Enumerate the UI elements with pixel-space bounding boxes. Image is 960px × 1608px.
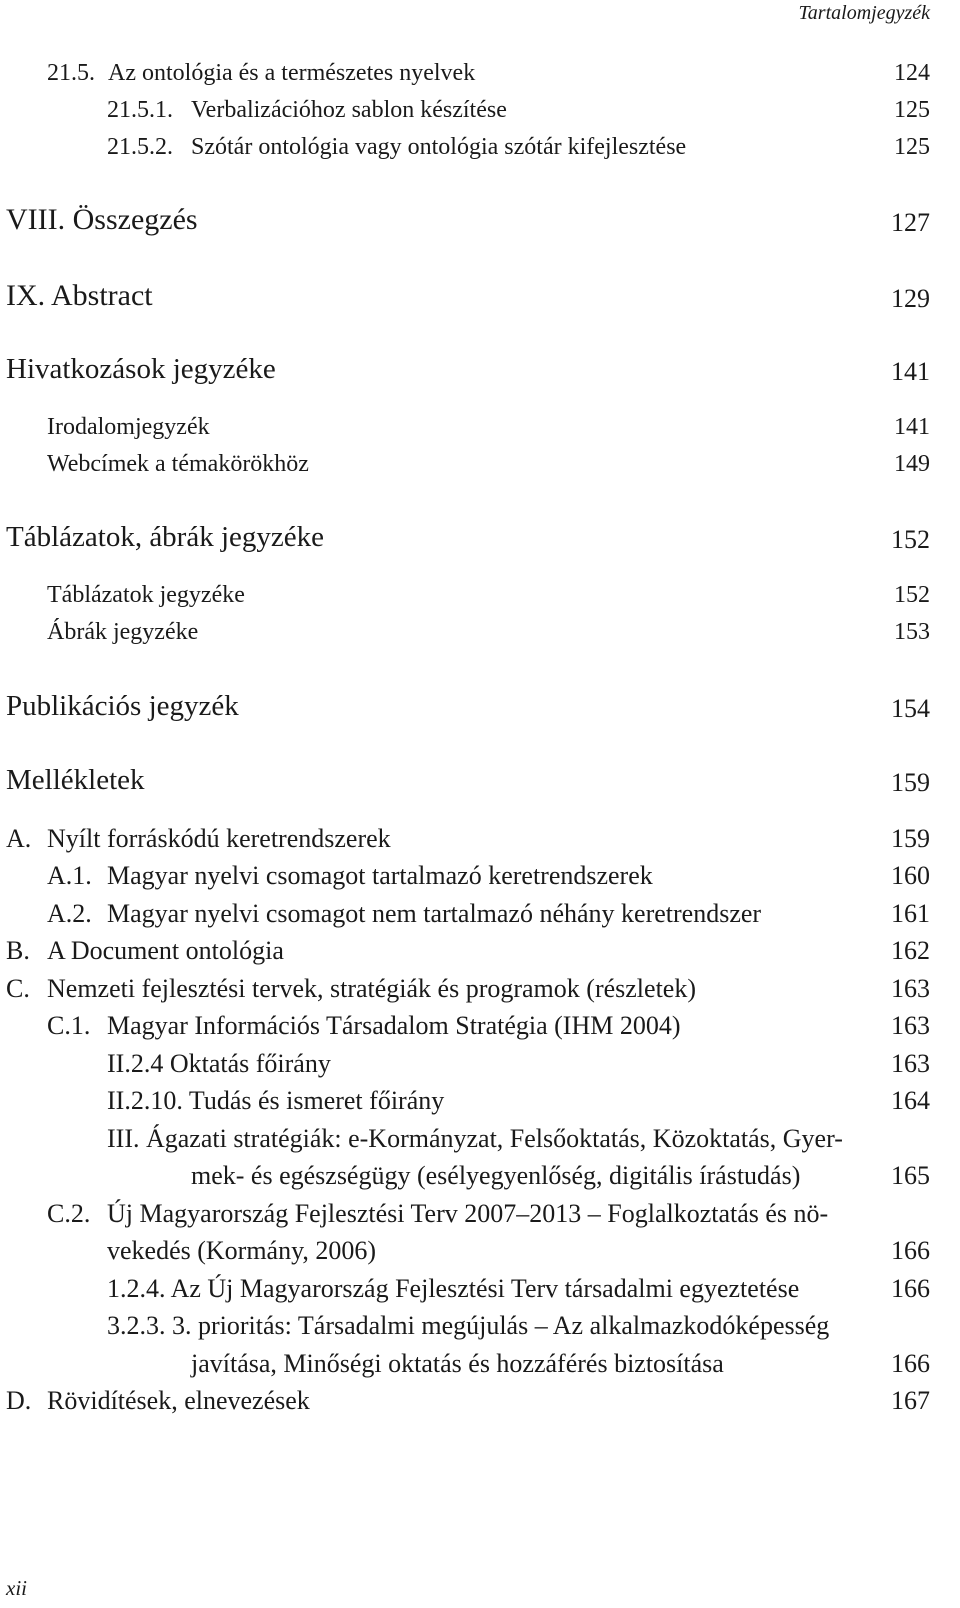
toc-chapter-page: 127 — [891, 208, 930, 237]
toc-chapter-title: Mellékletek — [6, 764, 145, 796]
toc-entry-title: Nyílt forráskódú keretrendszerek — [47, 824, 391, 853]
toc-entry-a-2[interactable] — [0, 899, 930, 929]
toc-entry-page: 152 — [894, 582, 930, 608]
toc-entry-figures[interactable] — [0, 619, 930, 649]
toc-chapter-page: 129 — [891, 284, 930, 313]
toc-entry-title-line-1: Új Magyarország Fejlesztési Terv 2007–2013 – Foglalkoztatás és nö- — [107, 1199, 829, 1228]
toc-chapter-title: VIII. Összegzés — [6, 203, 198, 236]
toc-entry-title: Az ontológia és a természetes nyelvek — [108, 60, 476, 86]
toc-entry-iii-continued[interactable] — [0, 1161, 930, 1191]
toc-entry-c[interactable] — [0, 974, 930, 1004]
toc-entry-title-line-2: vekedés (Kormány, 2006) — [107, 1236, 377, 1265]
toc-entry-title: 1.2.4. Az Új Magyarország Fejlesztési Terv társadalmi egyeztetése — [107, 1274, 800, 1303]
toc-entry-web-addresses[interactable] — [0, 451, 930, 481]
toc-entry-b[interactable] — [0, 936, 930, 966]
toc-chapter-references[interactable] — [0, 353, 930, 386]
toc-entry-3-2-3-continued[interactable] — [0, 1349, 930, 1379]
toc-entry-number: A. — [6, 824, 32, 853]
toc-entry-page: 153 — [894, 619, 930, 645]
toc-entry-title: Webcímek a témakörökhöz — [47, 451, 309, 477]
toc-entry-bibliography[interactable] — [0, 414, 930, 444]
toc-entry-title-line-2: javítása, Minőségi oktatás és hozzáférés biztosítása — [191, 1349, 724, 1378]
toc-chapter-publications[interactable] — [0, 690, 930, 723]
toc-chapter-title: Hivatkozások jegyzéke — [6, 353, 276, 385]
toc-entry-number: C. — [6, 974, 30, 1003]
toc-entry-number: C.2. — [47, 1199, 91, 1228]
toc-entry-title-line-2: mek- és egészségügy (esélyegyenlőség, digitális írástudás) — [191, 1161, 801, 1190]
toc-entry-title: Nemzeti fejlesztési tervek, stratégiák és programok (részletek) — [47, 974, 696, 1003]
toc-entry-number: B. — [6, 936, 30, 965]
toc-entry-number: 21.5.1. — [107, 97, 173, 123]
toc-chapter-appendices[interactable] — [0, 764, 930, 797]
toc-chapter-tables-figures[interactable] — [0, 521, 930, 554]
toc-entry-title: Magyar nyelvi csomagot tartalmazó keretrendszerek — [107, 861, 653, 890]
toc-chapter-page: 159 — [891, 768, 930, 797]
toc-entry-page: 167 — [891, 1386, 930, 1415]
toc-entry-page: 165 — [891, 1161, 930, 1190]
toc-entry-title: II.2.4 Oktatás főirány — [107, 1049, 331, 1078]
toc-entry-a-1[interactable] — [0, 861, 930, 891]
toc-entry-ii-2-4[interactable] — [0, 1049, 930, 1079]
toc-entry-page: 125 — [894, 134, 930, 160]
toc-entry-page: 124 — [894, 60, 930, 86]
toc-chapter-page: 141 — [891, 357, 930, 386]
toc-chapter-page: 154 — [891, 694, 930, 723]
toc-entry-21-5[interactable] — [0, 60, 930, 90]
toc-entry-page: 166 — [891, 1236, 930, 1265]
toc-entry-ii-2-10[interactable] — [0, 1086, 930, 1116]
toc-chapter-title: Publikációs jegyzék — [6, 690, 239, 722]
toc-entry-page: 161 — [891, 899, 930, 928]
toc-chapter-title: Táblázatok, ábrák jegyzéke — [6, 521, 325, 553]
toc-entry-page: 164 — [891, 1086, 930, 1115]
toc-entry-title: Táblázatok jegyzéke — [47, 582, 245, 608]
toc-chapter-title: IX. Abstract — [6, 279, 153, 312]
toc-chapter-page: 152 — [891, 525, 930, 554]
toc-entry-21-5-1[interactable] — [0, 97, 930, 127]
running-header: Tartalomjegyzék — [798, 2, 930, 24]
toc-entry-page: 166 — [891, 1274, 930, 1303]
toc-entry-title-line-1: III. Ágazati stratégiák: e-Kormányzat, Felsőoktatás, Közoktatás, Gyer- — [107, 1124, 843, 1153]
toc-entry-title: Magyar nyelvi csomagot nem tartalmazó néhány keretrendszer — [107, 899, 762, 928]
toc-entry-title: Szótár ontológia vagy ontológia szótár kifejlesztése — [191, 134, 687, 160]
toc-entry-d[interactable] — [0, 1386, 930, 1416]
toc-entry-title: Ábrák jegyzéke — [47, 619, 199, 645]
toc-entry-page: 162 — [891, 936, 930, 965]
toc-entry-page: 149 — [894, 451, 930, 477]
toc-entry-number: A.1. — [47, 861, 92, 890]
toc-entry-title: A Document ontológia — [47, 936, 284, 965]
toc-chapter-ix[interactable] — [0, 279, 930, 313]
toc-entry-1-2-4[interactable] — [0, 1274, 930, 1304]
toc-entry-page: 159 — [891, 824, 930, 853]
toc-entry-number: D. — [6, 1386, 32, 1415]
toc-entry-page: 163 — [891, 974, 930, 1003]
toc-entry-number: 21.5.2. — [107, 134, 173, 160]
toc-entry-page: 166 — [891, 1349, 930, 1378]
toc-entry-number: A.2. — [47, 899, 92, 928]
toc-entry-page: 125 — [894, 97, 930, 123]
toc-entry-title-line-1: 3.2.3. 3. prioritás: Társadalmi megújulás – Az alkalmazkodóképesség — [107, 1311, 830, 1340]
toc-entry-c-2-continued[interactable] — [0, 1236, 930, 1266]
toc-entry-3-2-3[interactable] — [0, 1311, 930, 1341]
toc-chapter-viii[interactable] — [0, 203, 930, 237]
toc-entry-title: Verbalizációhoz sablon készítése — [191, 97, 507, 123]
toc-entry-tables[interactable] — [0, 582, 930, 612]
toc-entry-page: 160 — [891, 861, 930, 890]
toc-entry-title: Irodalomjegyzék — [47, 414, 210, 440]
toc-entry-title: Rövidítések, elnevezések — [47, 1386, 310, 1415]
toc-entry-page: 141 — [894, 414, 930, 440]
toc-entry-number: 21.5. — [47, 60, 95, 86]
toc-entry-iii[interactable] — [0, 1124, 930, 1154]
toc-entry-c-2[interactable] — [0, 1199, 930, 1229]
toc-entry-a[interactable] — [0, 824, 930, 854]
toc-entry-21-5-2[interactable] — [0, 134, 930, 164]
page-number: xii — [6, 1576, 27, 1600]
toc-entry-c-1[interactable] — [0, 1011, 930, 1041]
toc-entry-number: C.1. — [47, 1011, 91, 1040]
toc-entry-page: 163 — [891, 1049, 930, 1078]
toc-entry-page: 163 — [891, 1011, 930, 1040]
toc-entry-title: II.2.10. Tudás és ismeret főirány — [107, 1086, 445, 1115]
toc-entry-title: Magyar Információs Társadalom Stratégia (IHM 2004) — [107, 1011, 681, 1040]
